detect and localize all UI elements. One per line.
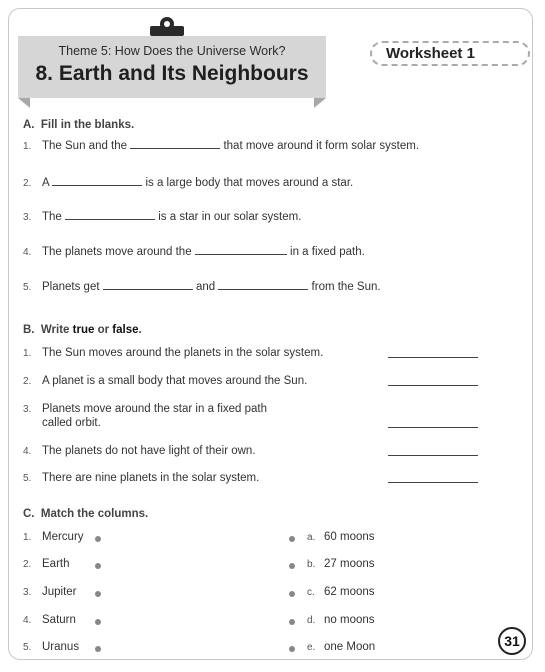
item-letter: e.	[307, 642, 316, 653]
question-text: The Sun and the	[42, 140, 128, 152]
question-number: 2.	[23, 376, 32, 387]
section-c-heading	[23, 508, 148, 520]
match-right-item	[307, 558, 375, 570]
answer-line[interactable]	[388, 385, 478, 386]
heading-period: .	[138, 324, 142, 336]
section-c-title: Match the columns.	[40, 508, 149, 520]
section-a-heading	[23, 119, 134, 131]
question-text: is a large body that moves around a star.	[145, 177, 354, 189]
true-keyword: true	[72, 324, 95, 336]
item-letter: b.	[307, 559, 316, 570]
section-b-heading	[23, 324, 142, 336]
question-text: The Sun moves around the planets in the solar system.	[42, 347, 324, 359]
item-text: Uranus	[42, 641, 80, 653]
question-text: A	[42, 177, 50, 189]
question-b2	[23, 375, 307, 387]
question-number: 1.	[23, 141, 32, 152]
match-dot-right[interactable]	[289, 619, 295, 625]
answer-line[interactable]	[388, 427, 478, 428]
match-right-item	[307, 586, 375, 598]
match-left-item	[23, 558, 70, 570]
item-letter: a.	[307, 532, 316, 543]
item-number: 2.	[23, 559, 32, 570]
item-letter: d.	[307, 615, 316, 626]
question-text: that move around it form solar system.	[223, 140, 420, 152]
question-text: There are nine planets in the solar system.	[42, 472, 260, 484]
item-letter: c.	[307, 587, 315, 598]
chapter-header-banner	[18, 36, 326, 98]
question-number: 4.	[23, 446, 32, 457]
section-a-letter: A.	[23, 119, 35, 131]
answer-blank[interactable]	[65, 209, 155, 220]
answer-line[interactable]	[388, 455, 478, 456]
question-b4	[23, 445, 256, 457]
match-left-item	[23, 586, 77, 598]
question-number: 2.	[23, 178, 32, 189]
match-dot-right[interactable]	[289, 536, 295, 542]
question-text: from the Sun.	[311, 281, 381, 293]
banner-fold-left	[18, 98, 30, 108]
match-dot-left[interactable]	[95, 619, 101, 625]
section-a-title: Fill in the blanks.	[40, 119, 135, 131]
item-text: Jupiter	[42, 586, 77, 598]
section-b-letter: B.	[23, 324, 35, 336]
match-dot-left[interactable]	[95, 591, 101, 597]
section-c-letter: C.	[23, 508, 35, 520]
question-number: 5.	[23, 473, 32, 484]
item-text: Mercury	[42, 531, 84, 543]
item-text: 60 moons	[324, 531, 375, 543]
match-left-item	[23, 531, 84, 543]
question-text: Planets move around the star in a fixed path	[42, 403, 268, 415]
item-text: 27 moons	[324, 558, 375, 570]
question-text: in a fixed path.	[290, 246, 365, 258]
question-text: The	[42, 211, 62, 223]
theme-subtitle: Theme 5: How Does the Universe Work?	[58, 44, 286, 58]
answer-blank[interactable]	[52, 175, 142, 186]
or-word: or	[97, 324, 110, 336]
question-number: 3.	[23, 404, 32, 415]
question-text: The planets move around the	[42, 246, 192, 258]
worksheet-label: Worksheet 1	[386, 45, 475, 62]
question-text: A planet is a small body that moves around the Sun.	[42, 375, 308, 387]
answer-blank[interactable]	[103, 279, 193, 290]
question-a1	[23, 138, 419, 152]
question-a2	[23, 175, 353, 189]
item-number: 1.	[23, 532, 32, 543]
match-dot-right[interactable]	[289, 591, 295, 597]
answer-blank[interactable]	[195, 244, 287, 255]
item-text: Earth	[42, 558, 70, 570]
match-dot-right[interactable]	[289, 646, 295, 652]
match-right-item	[307, 614, 375, 626]
item-text: 62 moons	[324, 586, 375, 598]
section-b-title: Write	[40, 324, 70, 336]
question-text: The planets do not have light of their own.	[42, 445, 256, 457]
question-number: 1.	[23, 348, 32, 359]
match-dot-right[interactable]	[289, 563, 295, 569]
question-a3	[23, 209, 301, 223]
question-b1	[23, 347, 323, 359]
match-dot-left[interactable]	[95, 646, 101, 652]
match-left-item	[23, 614, 76, 626]
match-left-item	[23, 641, 79, 653]
question-a5	[23, 279, 381, 293]
item-text: no moons	[324, 614, 375, 626]
item-number: 5.	[23, 642, 32, 653]
match-right-item	[307, 641, 375, 653]
match-dot-left[interactable]	[95, 536, 101, 542]
item-text: Saturn	[42, 614, 76, 626]
item-number: 4.	[23, 615, 32, 626]
answer-blank[interactable]	[218, 279, 308, 290]
false-keyword: false	[112, 324, 139, 336]
page-number: 31	[498, 627, 526, 655]
question-b5	[23, 472, 259, 484]
question-text: and	[195, 281, 216, 293]
match-dot-left[interactable]	[95, 563, 101, 569]
chapter-title: 8. Earth and Its Neighbours	[35, 62, 309, 85]
question-number: 3.	[23, 212, 32, 223]
answer-line[interactable]	[388, 357, 478, 358]
clipboard-clip-icon	[148, 16, 186, 36]
worksheet-badge	[370, 41, 530, 66]
match-right-item	[307, 531, 375, 543]
item-text: one Moon	[324, 641, 376, 653]
question-a4	[23, 244, 365, 258]
question-text: Planets get	[42, 281, 100, 293]
question-number: 5.	[23, 282, 32, 293]
question-text: is a star in our solar system.	[158, 211, 302, 223]
banner-fold-right	[314, 98, 326, 108]
question-b3	[23, 403, 267, 415]
item-number: 3.	[23, 587, 32, 598]
answer-line[interactable]	[388, 482, 478, 483]
question-b3-line2: called orbit.	[42, 417, 101, 429]
question-number: 4.	[23, 247, 32, 258]
answer-blank[interactable]	[130, 138, 220, 149]
